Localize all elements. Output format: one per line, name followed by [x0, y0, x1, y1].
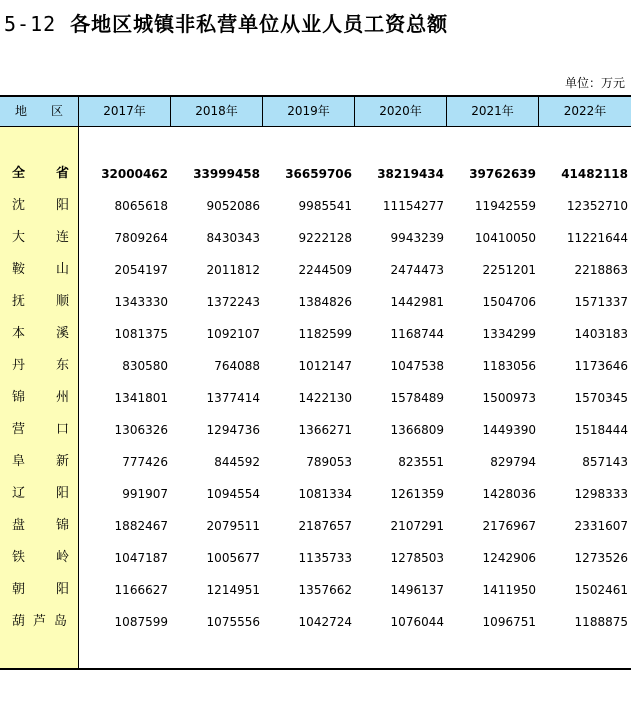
table-row: [0, 350, 631, 382]
region-name: 锦 州: [12, 390, 69, 405]
value-cell: 1504706: [482, 295, 536, 309]
value-cell: 36659706: [285, 167, 352, 181]
value-cell: 12352710: [566, 199, 628, 213]
value-cell: 1273526: [574, 551, 628, 565]
value-cell: 1242906: [482, 551, 536, 565]
value-cell: 1341801: [114, 391, 168, 405]
value-cell: 1306326: [114, 423, 168, 437]
value-cell: 8430343: [206, 231, 260, 245]
unit-label: 单位：万元: [564, 76, 625, 90]
value-cell: 1357662: [298, 583, 352, 597]
value-cell: 1449390: [482, 423, 536, 437]
region-name: 葫芦岛: [12, 614, 67, 629]
table-row: [0, 606, 631, 638]
data-table: [0, 95, 631, 670]
value-cell: 1377414: [206, 391, 260, 405]
value-cell: 9985541: [298, 199, 352, 213]
value-cell: 1366809: [390, 423, 444, 437]
page-title: [4, 8, 448, 37]
value-cell: 1882467: [114, 519, 168, 533]
value-cell: 844592: [214, 455, 260, 469]
value-cell: 1188875: [574, 615, 628, 629]
table-row: [0, 574, 631, 606]
header-year: 2019年: [263, 97, 355, 126]
region-name: 大 连: [12, 230, 69, 245]
value-cell: 9222128: [298, 231, 352, 245]
table-row: [0, 158, 631, 190]
value-cell: 9052086: [206, 199, 260, 213]
region-name: 抚 顺: [12, 294, 69, 309]
value-cell: 1502461: [574, 583, 628, 597]
value-cell: 1403183: [574, 327, 628, 341]
value-cell: 2187657: [298, 519, 352, 533]
value-cell: 1278503: [390, 551, 444, 565]
value-cell: 7809264: [114, 231, 168, 245]
value-cell: 857143: [582, 455, 628, 469]
value-cell: 1092107: [206, 327, 260, 341]
value-cell: 1135733: [298, 551, 352, 565]
value-cell: 2244509: [298, 263, 352, 277]
value-cell: 1570345: [574, 391, 628, 405]
value-cell: 823551: [398, 455, 444, 469]
region-name: 铁 岭: [12, 550, 69, 565]
value-cell: 830580: [122, 359, 168, 373]
table-row: [0, 382, 631, 414]
table-row: [0, 542, 631, 574]
value-cell: 1214951: [206, 583, 260, 597]
value-cell: 8065618: [114, 199, 168, 213]
value-cell: 2331607: [574, 519, 628, 533]
region-name: 丹 东: [12, 358, 69, 373]
value-cell: 10410050: [474, 231, 536, 245]
value-cell: 1012147: [298, 359, 352, 373]
value-cell: 1298333: [574, 487, 628, 501]
table-bottom-rule: [0, 668, 631, 670]
value-cell: 1047187: [114, 551, 168, 565]
value-cell: 1366271: [298, 423, 352, 437]
value-cell: 1411950: [482, 583, 536, 597]
value-cell: 1372243: [206, 295, 260, 309]
value-cell: 1500973: [482, 391, 536, 405]
value-cell: 1182599: [298, 327, 352, 341]
value-cell: 764088: [214, 359, 260, 373]
value-cell: 1081375: [114, 327, 168, 341]
value-cell: 9943239: [390, 231, 444, 245]
region-name: 全 省: [12, 166, 69, 181]
value-cell: 1166627: [114, 583, 168, 597]
value-cell: 1087599: [114, 615, 168, 629]
value-cell: 2107291: [390, 519, 444, 533]
value-cell: 38219434: [377, 167, 444, 181]
value-cell: 829794: [490, 455, 536, 469]
table-row: [0, 414, 631, 446]
value-cell: 2079511: [206, 519, 260, 533]
region-name: 营 口: [12, 422, 69, 437]
value-cell: 1047538: [390, 359, 444, 373]
table-row: [0, 190, 631, 222]
value-cell: 991907: [122, 487, 168, 501]
value-cell: 1571337: [574, 295, 628, 309]
value-cell: 1094554: [206, 487, 260, 501]
region-name: 阜 新: [12, 454, 69, 469]
value-cell: 32000462: [101, 167, 168, 181]
value-cell: 1076044: [390, 615, 444, 629]
value-cell: 2054197: [114, 263, 168, 277]
table-row: [0, 254, 631, 286]
header-year: 2022年: [563, 104, 607, 118]
value-cell: 1183056: [482, 359, 536, 373]
region-name: 辽 阳: [12, 486, 69, 501]
value-cell: 1578489: [390, 391, 444, 405]
value-cell: 1005677: [206, 551, 260, 565]
region-name: 鞍 山: [12, 262, 69, 277]
value-cell: 11221644: [566, 231, 628, 245]
value-cell: 39762639: [469, 167, 536, 181]
value-cell: 11154277: [382, 199, 444, 213]
value-cell: 789053: [306, 455, 352, 469]
value-cell: 1042724: [298, 615, 352, 629]
value-cell: 1081334: [298, 487, 352, 501]
value-cell: 2176967: [482, 519, 536, 533]
table-header: [0, 97, 631, 127]
table-row: [0, 446, 631, 478]
value-cell: 777426: [122, 455, 168, 469]
header-year: 2018年: [171, 97, 263, 126]
table-row: [0, 510, 631, 542]
table-row: [0, 478, 631, 510]
value-cell: 1518444: [574, 423, 628, 437]
value-cell: 2474473: [390, 263, 444, 277]
value-cell: 1428036: [482, 487, 536, 501]
table-number: 5-12: [4, 12, 57, 36]
value-cell: 2218863: [574, 263, 628, 277]
value-cell: 1261359: [390, 487, 444, 501]
header-year: 2021年: [447, 97, 539, 126]
header-region: 地 区: [0, 97, 79, 126]
value-cell: 2251201: [482, 263, 536, 277]
table-title: 各地区城镇非私营单位从业人员工资总额: [70, 12, 449, 36]
value-cell: 2011812: [206, 263, 260, 277]
value-cell: 1442981: [390, 295, 444, 309]
value-cell: 1384826: [298, 295, 352, 309]
table-row: [0, 286, 631, 318]
value-cell: 1173646: [574, 359, 628, 373]
region-name: 本 溪: [12, 326, 69, 341]
value-cell: 11942559: [474, 199, 536, 213]
region-name: 朝 阳: [12, 582, 69, 597]
value-cell: 33999458: [193, 167, 260, 181]
region-name: 盘 锦: [12, 518, 69, 533]
value-cell: 1334299: [482, 327, 536, 341]
value-cell: 1096751: [482, 615, 536, 629]
table-row: [0, 222, 631, 254]
value-cell: 1294736: [206, 423, 260, 437]
value-cell: 1075556: [206, 615, 260, 629]
value-cell: 1496137: [390, 583, 444, 597]
header-year: 2020年: [355, 97, 447, 126]
region-name: 沈 阳: [12, 198, 69, 213]
table-row: [0, 318, 631, 350]
value-cell: 1422130: [298, 391, 352, 405]
header-year: 2017年: [79, 97, 171, 126]
value-cell: 1343330: [114, 295, 168, 309]
value-cell: 41482118: [561, 167, 628, 181]
value-cell: 1168744: [390, 327, 444, 341]
